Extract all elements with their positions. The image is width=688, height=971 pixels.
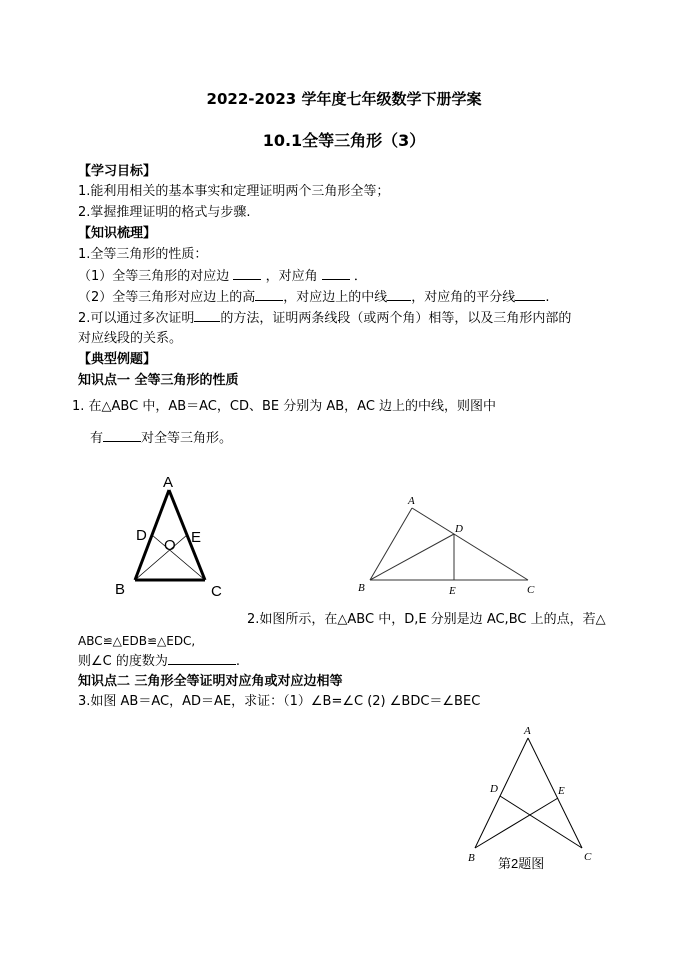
answer-blank[interactable] — [515, 288, 545, 301]
fig1-label-d: D — [136, 527, 147, 544]
answer-blank[interactable] — [194, 309, 220, 322]
review-line-3-text-b: ，对应边上的中线 — [283, 290, 388, 305]
fig3-label-a: A — [524, 725, 531, 737]
figure-3-triangle — [462, 722, 602, 877]
fig2-label-c: C — [527, 584, 535, 596]
question-1-line-1: 1. 在△ABC 中，AB＝AC，CD、BE 分别为 AB，AC 边上的中线，则图中 — [72, 399, 497, 414]
fig2-side-ac — [412, 508, 528, 580]
review-line-2-text-c: ． — [353, 269, 367, 284]
review-line-2-text-a: （1）全等三角形的对应边 — [78, 269, 230, 284]
review-line-5: 对应线段的关系。 — [78, 331, 183, 346]
question-2-text-a: 则∠C 的度数为 — [78, 654, 168, 669]
fig1-label-e: E — [191, 529, 202, 546]
lesson-title: 10.1全等三角形（3） — [262, 131, 426, 150]
question-2-line-2: ABC≌△EDB≌△EDC, — [78, 634, 196, 648]
knowledge-point-2: 知识点二 三角形全等证明对应角或对应边相等 — [78, 674, 343, 689]
answer-blank[interactable] — [103, 429, 141, 442]
question-2-line-3 — [78, 652, 240, 671]
review-line-2 — [78, 267, 367, 286]
review-heading: 【知识梳理】 — [78, 226, 157, 241]
fig3-label-b: B — [468, 852, 475, 864]
review-line-2-text-b: ，对应角 — [265, 269, 318, 284]
answer-blank[interactable] — [233, 267, 261, 280]
figure-1-triangle — [105, 470, 235, 605]
fig3-label-e: E — [558, 785, 565, 797]
question-2-text-b: . — [235, 654, 241, 669]
question-3: 3.如图 AB＝AC，AD＝AE，求证：（1）∠B=∠C (2) ∠BDC＝∠BEC — [78, 694, 481, 709]
answer-blank[interactable] — [168, 652, 236, 665]
fig1-label-o: O — [164, 537, 176, 554]
fig1-label-a: A — [163, 474, 174, 491]
answer-blank[interactable] — [387, 288, 411, 301]
doc-title: 2022-2023 学年度七年级数学下册学案 — [206, 90, 482, 108]
fig2-segment-bd — [370, 534, 454, 580]
review-line-3 — [78, 288, 549, 307]
fig3-label-c: C — [584, 851, 592, 863]
question-2-line-1: 2.如图所示，在△ABC 中，D,E 分别是边 AC,BC 上的点，若△ — [247, 612, 606, 627]
fig1-label-b: B — [115, 581, 126, 598]
fig3-label-d: D — [490, 783, 498, 795]
fig2-side-ab — [370, 508, 412, 580]
examples-heading: 【典型例题】 — [78, 352, 157, 367]
fig2-label-d: D — [455, 523, 463, 535]
answer-blank[interactable] — [255, 288, 283, 301]
fig3-caption: 第2题图 — [498, 856, 545, 871]
goal-item-1: 1.能利用相关的基本事实和定理证明两个三角形全等； — [78, 184, 390, 199]
question-1-text-a: 有 — [90, 431, 104, 446]
question-1-line-2 — [90, 429, 232, 448]
fig2-label-b: B — [358, 582, 365, 594]
fig2-label-a: A — [408, 495, 415, 507]
review-line-3-text-c: ，对应角的平分线 — [411, 290, 516, 305]
review-line-1: 1.全等三角形的性质： — [78, 247, 208, 262]
goal-item-2: 2.掌握推理证明的格式与步骤. — [78, 205, 251, 220]
goals-heading: 【学习目标】 — [78, 164, 157, 179]
review-line-4 — [78, 309, 571, 328]
knowledge-point-1: 知识点一 全等三角形的性质 — [78, 373, 239, 388]
review-line-3-text-d: . — [545, 290, 550, 305]
fig2-label-e: E — [449, 585, 456, 597]
answer-blank[interactable] — [322, 267, 350, 280]
fig1-label-c: C — [211, 583, 222, 600]
review-line-4-text-a: 2.可以通过多次证明 — [78, 311, 195, 326]
fig3-side-ac — [528, 738, 582, 848]
review-line-3-text-a: （2）全等三角形对应边上的高 — [78, 290, 256, 305]
question-1-text-b: 对全等三角形。 — [141, 431, 233, 446]
figure-2-triangle — [350, 490, 550, 600]
review-line-4-text-b: 的方法，证明两条线段（或两个角）相等，以及三角形内部的 — [220, 311, 572, 326]
